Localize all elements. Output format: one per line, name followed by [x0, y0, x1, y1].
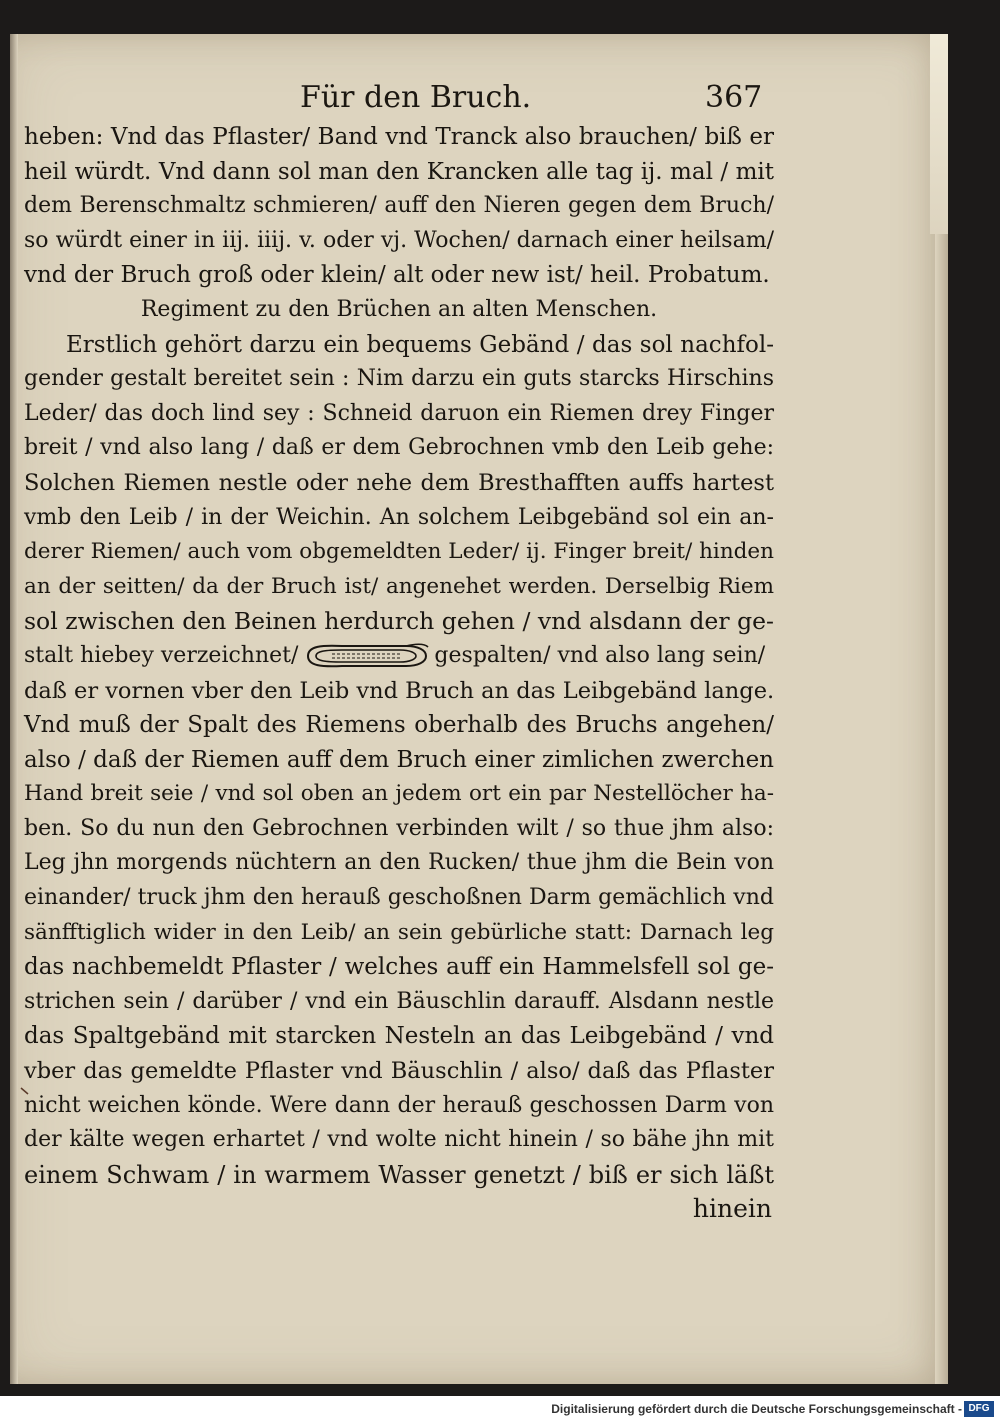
probatum-note: Probatum. [647, 262, 770, 289]
page-number: 367 [705, 80, 763, 115]
text-line: an der seitten/ da der Bruch ist/ angenehet werden. Derselbig Riem [24, 573, 774, 599]
text-line: der kälte wegen erhartet / vnd wolte nicht hinein / so bähe jhn mit [24, 1127, 774, 1153]
text-line: vber das gemeldte Pflaster vnd Bäuschlin / also/ daß das Pflaster [24, 1058, 774, 1085]
running-head [0, 78, 1000, 118]
text-line: strichen sein / darüber / vnd ein Bäuschlin darauff. Alsdann nestle [24, 988, 774, 1014]
text-line: Vnd muß der Spalt des Riemens oberhalb des Bruchs angehen/ [24, 712, 774, 739]
text-line: also / daß der Riemen auff dem Bruch einer zimlichen zwerchen [24, 746, 774, 773]
body-text [24, 120, 774, 1227]
text-line: Erstlich gehört darzu ein bequems Gebänd / das sol nachfol- [66, 331, 774, 358]
text-line: das Spaltgebänd mit starcken Nesteln an das Leibgebänd / vnd [24, 1023, 774, 1050]
figure-line [24, 639, 774, 674]
text-line: vmb den Leib / in der Weichin. An solchem Leibgebänd sol ein an- [24, 504, 774, 530]
text-line: breit / vnd also lang / daß er dem Gebrochnen vmb den Leib gehe: [24, 435, 774, 461]
text-line: dem Berenschmaltz schmieren/ auff den Nieren gegen dem Bruch/ [24, 193, 774, 219]
text-line: Hand breit seie / vnd sol oben an jedem ort ein par Nestellöcher ha- [24, 781, 774, 807]
page-edge [935, 34, 948, 1384]
text-line: Leg jhn morgends nüchtern an den Rucken/ thue jhm die Bein von [24, 850, 774, 876]
funding-notice: Digitalisierung gefördert durch die Deutsche Forschungsgemeinschaft - [551, 1402, 962, 1416]
text-line: einander/ truck jhm den herauß geschoßnen Darm gemächlich vnd [24, 885, 774, 911]
strap-illustration-icon [302, 641, 430, 671]
text-line [24, 258, 774, 293]
text-line: nicht weichen könde. Were dann der herauß geschossen Darm von [24, 1092, 774, 1118]
margin-mark-icon [20, 1086, 30, 1096]
text-line: derer Riemen/ auch vom obgemeldten Leder/ ij. Finger breit/ hinden [24, 539, 774, 565]
text-line: daß er vornen vber den Leib vnd Bruch an das Leibgebänd lange. [24, 677, 775, 704]
text-line: einem Schwam / in warmem Wasser genetzt / biß er sich läßt [24, 1160, 774, 1189]
text-line: sol zwischen den Beinen herdurch gehen / vnd alsdann der ge- [24, 607, 774, 636]
text-line-before-figure: stalt hiebey verzeichnet/ [24, 642, 299, 668]
text-line: heil würdt. Vnd dann sol man den Krancken alle tag ij. mal / mit [24, 158, 774, 185]
text-line-after-figure: gespalten/ vnd also lang sein/ [434, 642, 766, 668]
page-corner-fold [930, 34, 948, 234]
footer-bar [0, 1396, 1000, 1424]
running-head-title: Für den Bruch. [300, 80, 532, 115]
dfg-logo: DFG [964, 1401, 994, 1417]
text-line: das nachbemeldt Pflaster / welches auff ein Hammelsfell sol ge- [24, 954, 774, 981]
text-line-content: vnd der Bruch groß oder klein/ alt oder new ist/ heil. [24, 262, 641, 289]
text-line: heben: Vnd das Pflaster/ Band vnd Tranck also brauchen/ biß er [24, 124, 774, 150]
text-line: so würdt einer in iij. iiij. v. oder vj. Wochen/ darnach einer heilsam/ [24, 227, 774, 253]
text-line: Leder/ das doch lind sey : Schneid daruon ein Riemen drey Finger [24, 400, 774, 426]
text-line: sänfftiglich wider in den Leib/ an sein gebürliche statt: Darnach leg [24, 919, 774, 945]
catchword: hinein [692, 1194, 772, 1224]
section-heading: Regiment zu den Brüchen an alten Menschen. [140, 296, 658, 322]
page-gutter-shadow [10, 34, 18, 1384]
text-line: gender gestalt bereitet sein : Nim darzu ein guts starcks Hirschins [24, 366, 774, 392]
text-line: ben. So du nun den Gebrochnen verbinden wilt / so thue jhm also: [24, 815, 774, 841]
text-line: Solchen Riemen nestle oder nehe dem Bresthafften auffs hartest [24, 469, 774, 496]
